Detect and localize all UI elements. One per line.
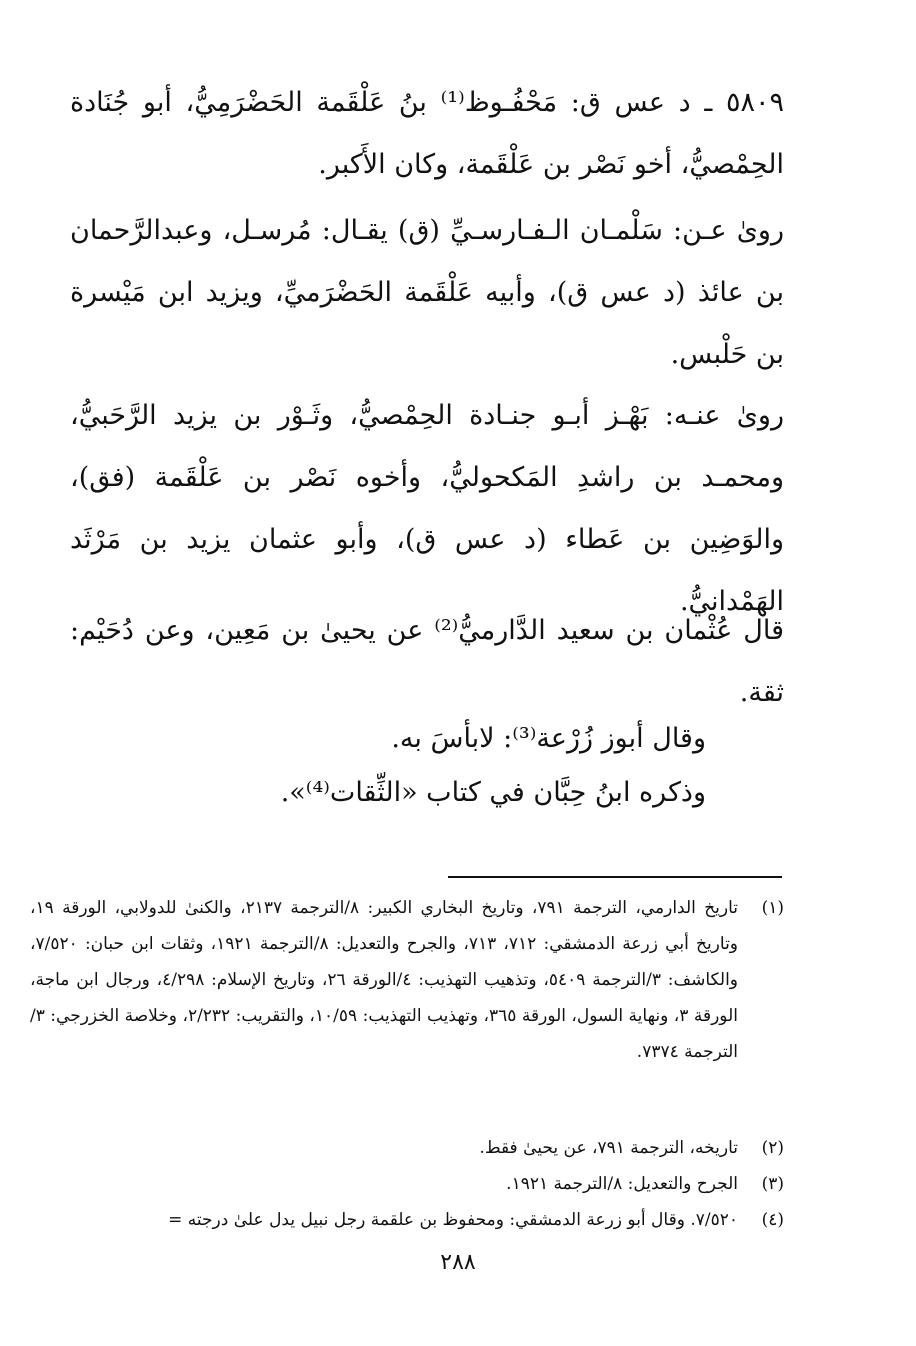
- footnote-4: [30, 1202, 784, 1238]
- footnote-number: (١): [761, 898, 784, 918]
- footnote-number: (٢): [761, 1138, 784, 1158]
- page-number: ٢٨٨: [440, 1250, 476, 1275]
- footnote-text: ٧/٥٢٠. وقال أبو زرعة الدمشقي: ومحفوظ بن علقمة رجل نبيل يدل علىٰ درجته =: [168, 1210, 738, 1230]
- footnote-text: تاريخه، الترجمة ٧٩١، عن يحيىٰ فقط.: [479, 1138, 738, 1158]
- footnote-2: [30, 1130, 784, 1166]
- footnote-3: [30, 1166, 784, 1202]
- narrated-by-paragraph: روىٰ عنـه: بَهْـز أبـو جنـادة الحِمْصيُّ، وثَـوْر بن يزيد الرَّحَبيُّ، ومحمـد بن راشدِ المَكحوليُّ، وأخوه نَصْر بن عَلْقَمة (فق)، والوَضِين بن عَطاء (د عس ق)، وأبو عثمان يزيد بن مَرْثَد الهَمْدانيُّ.: [70, 400, 784, 617]
- assessment-paragraph: قال عُثْمان بن سعيد الدَّارميُّ⁽²⁾ عن يحيىٰ بن مَعِين، وعن دُحَيْم: ثقة.: [70, 615, 784, 708]
- ibn-hibban-line: وذكره ابنُ حِبَّان في كتاب «الثِّقات⁽⁴⁾».: [280, 777, 706, 808]
- footnote-text: الجرح والتعديل: ٨/الترجمة ١٩٢١.: [506, 1174, 738, 1194]
- footnote-1: [30, 890, 784, 1070]
- footnote-divider: [448, 876, 782, 878]
- narrated-from-paragraph: روىٰ عـن: سَلْمـان الـفـارسـيِّ (ق) يقـال: مُرسـل، وعبدالرَّحمان بن عائذ (د عس ق)، وأبيه عَلْقَمة الحَضْرَميِّ، ويزيد ابن مَيْسرة بن حَلْبس.: [70, 215, 784, 370]
- footnote-number: (٣): [761, 1174, 784, 1194]
- footnote-text: تاريخ الدارمي، الترجمة ٧٩١، وتاريخ البخاري الكبير: ٨/الترجمة ٢١٣٧، والكنىٰ للدولابي، الورقة ١٩، وتاريخ أبي زرعة الدمشقي: ٧١٢، ٧١٣، والجرح والتعديل: ٨/الترجمة ١٩٢١، وثقات ابن حبان: ٧/٥٢٠، والكاشف: ٣/الترجمة ٥٤٠٩، وتذهيب التهذيب: ٤/الورقة ٢٦، وتاريخ الإسلام: ٤/٢٩٨، ورجال ابن ماجة، الورقة ٣، ونهاية السول، الورقة ٣٦٥، وتهذيب التهذيب: ١٠/٥٩، والتقريب: ٢/٢٣٢، وخلاصة الخزرجي: ٣/الترجمة ٧٣٧٤.: [30, 898, 739, 1062]
- biography-heading-paragraph: ٥٨٠٩ ـ د عس ق: مَحْفُـوظ⁽¹⁾ بنُ عَلْقَمة الحَضْرَمِيُّ، أبو جُنَادة الحِمْصيُّ، أخو نَصْر بن عَلْقَمة، وكان الأَكبر.: [70, 87, 784, 180]
- abu-zura-line: وقال أبوز زُرْعة⁽³⁾: لابأسَ به.: [391, 723, 706, 754]
- footnote-number: (٤): [761, 1210, 784, 1230]
